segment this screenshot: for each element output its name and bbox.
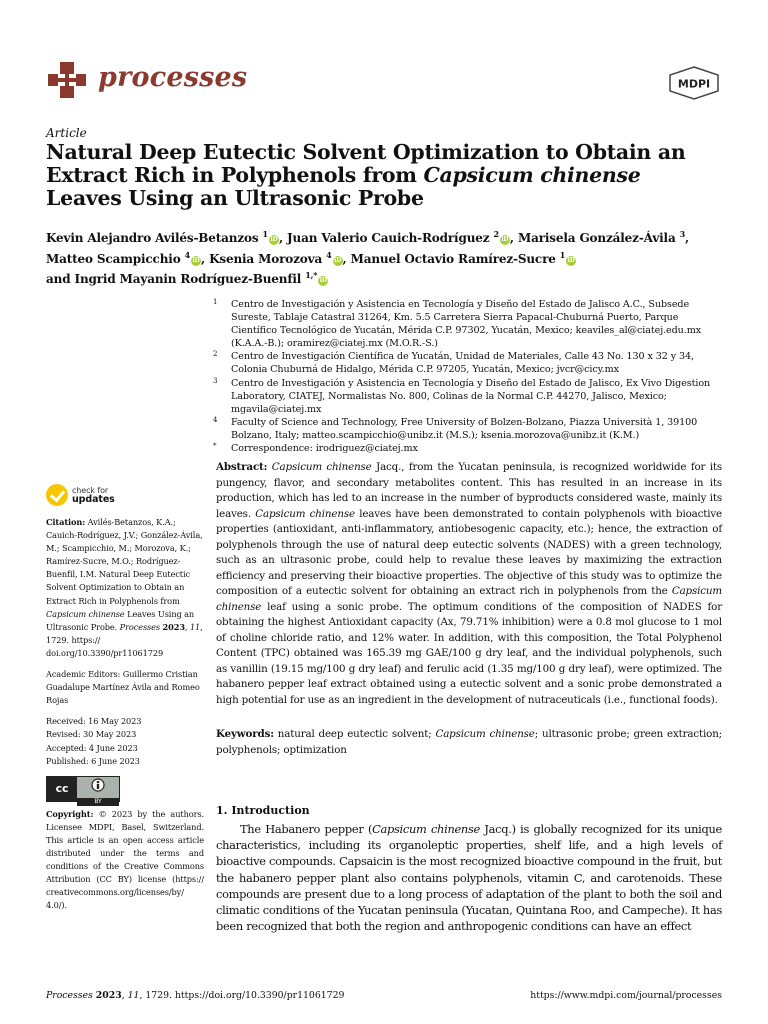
mdpi-logo-icon[interactable] (666, 66, 722, 100)
footer-citation: Processes 2023, 11, 1729. https://doi.org/10.3390/pr11061729 (46, 990, 345, 1001)
abstract: Abstract: Capsicum chinense Jacq., from the Yucatan peninsula, is recognized worldwide for its pungency, flavor, and secondary metabolites content. This has resulted in an increase in its production, which has led to an increase in the number of byproducts considered waste, mainly its leaves. Capsicum chinense leaves have been demonstrated to contain polyphenols with bioactive properties (antioxidant, anti-inflammatory, antiobesogenic capacity, etc.); hence, the extraction of polyphenols through the use of natural deep eutectic solvents (NADES) with a green technology, such as an ultrasonic probe, could help to revalue these leaves by maximizing the extraction efficiency and preserving their bioactive properties. The objective of this study was to optimize the composition of a eutectic solvent for obtaining an extract rich in polyphenols from the Capsicum chinense leaf using a sonic probe. The optimum conditions of the composition of NADES for obtaining the highest Antioxidant capacity (Ax, 79.71% inhibition) were a 0.8 mol glucose to 1 mol of choline chloride ratio, and 12% water. In addition, with this composition, the Total Polyphenol Content (TPC) obtained was 165.39 mg GAE/100 g dry leaf, and the individual polyphenols, such as vanillin (19.15 mg/100 g dry leaf) and ferulic acid (1.35 mg/100 g dry leaf), were optimized. The habanero pepper leaf extract obtained using a eutectic solvent and a sonic probe demonstrated a high potential for use as an ingredient in the development of nutraceuticals (i.e., functional foods). (216, 461, 723, 706)
journal-header (46, 60, 722, 104)
correspondence: * Correspondence: irodriguez@ciatej.mx (213, 442, 418, 455)
processes-logo-icon (46, 60, 88, 100)
author: Manuel Octavio Ramírez-Sucre (350, 251, 556, 266)
dates: Received: 16 May 2023 Revised: 30 May 2023 Accepted: 4 June 2023 Published: 6 June 2023 (46, 716, 142, 766)
author: Ksenia Morozova (209, 251, 323, 266)
affiliation-item: 4 Faculty of Science and Technology, Free University of Bolzen-Bolzano, Piazza Università 1, 39100 Bolzano, Italy; matteo.scampicchio@unibz.it (M.S.); ksenia.morozova@unibz.it (K.M.) (213, 415, 698, 441)
author: Marisela González-Ávila (517, 231, 676, 245)
author-list: Kevin Alejandro Avilés-Betanzos $^1$iD, Juan Valerio Cauich-Rodríguez $^2$iD, Marisela González-Ávila $^3$, Matteo Scampicchio $^4$iD, Ksenia Morozova $^4$iD, Manuel Octavio Ramírez-Sucre $^1$iD and Ingrid Mayanin Rodríguez-Buenfil $^{1,*}$iD (46, 229, 690, 286)
affiliation-item: 3 Centro de Investigación y Asistencia en Tecnología y Diseño del Estado de Jalisco, Ex Vivo Digestion Laboratory, CIATEJ, Normalistas No. 800, Colinas de la Normal C.P. 44270, Jalisco, Mexico; mgavila@ciatej.mx (213, 376, 711, 415)
copyright-notice: Copyright: © 2023 by the authors. Licensee MDPI, Basel, Switzerland. This article is an open access article distributed under the terms and conditions of the Creative Commons Attribution (CC BY) license (https:// creativecommons.org/licenses/by/ 4.0/). (46, 808, 204, 911)
affiliation-item: 1 Centro de Investigación y Asistencia en Tecnología y Diseño del Estado de Jalisco A.C., Subsede Sureste, Tablaje Catastral 31264, Km. 5.5 Carretera Sierra Papacal-Chuburná Puerto, Parque Científico Tecnológico de Yucatán, Mérida C.P. 97302, Yucatán, Mexico; keaviles_al@ciatej.edu.mx (K.A.A.-B.); oramirez@ciatej.mx (M.O.R.-S.) (213, 298, 702, 350)
section-heading: 1. Introduction (216, 804, 310, 817)
footer-url[interactable]: https://www.mdpi.com/journal/processes (530, 990, 722, 1001)
article-type: Article (46, 126, 87, 140)
affiliations (213, 298, 723, 455)
check-for-updates-button[interactable]: check for updates (46, 480, 204, 510)
academic-editors: Academic Editors: Guillermo Cristian Guadalupe Martínez Ávila and Romeo Rojas (46, 669, 200, 706)
cc-by-license-icon[interactable]: cc BY (46, 776, 120, 802)
citation: Citation: Avilés-Betanzos, K.A.; Cauich-Rodríguez, J.V.; González-Ávila, M.; Scampicchio, M.; Morozova, K.; Ramírez-Sucre, M.O.; Rodríguez-Buenfil, I.M. Natural Deep Eutectic Solvent Optimization to Obtain an Extract Rich in Polyphenols from Capsicum chinense Leaves Using an Ultrasonic Probe. Processes 2023, 11, 1729. https:// doi.org/10.3390/pr11061729 (46, 517, 203, 658)
author: Matteo Scampicchio (46, 251, 181, 266)
journal-name: processes (98, 62, 248, 93)
article-title: Natural Deep Eutectic Solvent Optimization to Obtain an Extract Rich in Polyphenols from Capsicum chinense Leaves Using an Ultrasonic Probe (46, 140, 686, 210)
orcid-icon[interactable]: iD (270, 236, 278, 243)
author: Kevin Alejandro Avilés-Betanzos (46, 231, 259, 245)
author: Ingrid Mayanin Rodríguez-Buenfil (74, 272, 302, 286)
publisher-name: MDPI (677, 77, 711, 91)
affiliation-item: 2 Centro de Investigación Científica de Yucatán, Unidad de Materiales, Calle 43 No. 130 x 32 y 34, Colonia Chuburná de Hidalgo, Mérida C.P. 97205, Yucatán, Mexico; jvcr@cicy.mx (213, 350, 694, 376)
keywords: Keywords: natural deep eutectic solvent; Capsicum chinense; ultrasonic probe; green extraction; polyphenols; optimization (216, 728, 722, 756)
orcid-icon[interactable]: iD (333, 256, 342, 264)
checkmark-icon (46, 484, 68, 506)
introduction-text: The Habanero pepper (Capsicum chinense Jacq.) is globally recognized for its unique characteristics, including its organoleptic properties, shelf life, and a high levels of bioactive compounds. Capsaicin is the most recognized bioactive compound in the fruit, but the habanero pepper plant also contains polyphenols, vitamin C, and carotenoids. These compounds are present due to a long process of adaptation of the plant to both the soil and climatic conditions of the Yucatan peninsula (Yucatan, Quintana Roo, and Campeche). It has been recognized that both the region and anthropogenic conditions can have an effect (216, 822, 722, 934)
orcid-icon[interactable]: iD (192, 256, 200, 264)
orcid-icon[interactable]: iD (567, 256, 575, 264)
sidebar (46, 480, 204, 912)
orcid-icon[interactable]: iD (319, 277, 327, 284)
author: Juan Valerio Cauich-Rodríguez (287, 231, 490, 245)
orcid-icon[interactable]: iD (501, 236, 509, 243)
